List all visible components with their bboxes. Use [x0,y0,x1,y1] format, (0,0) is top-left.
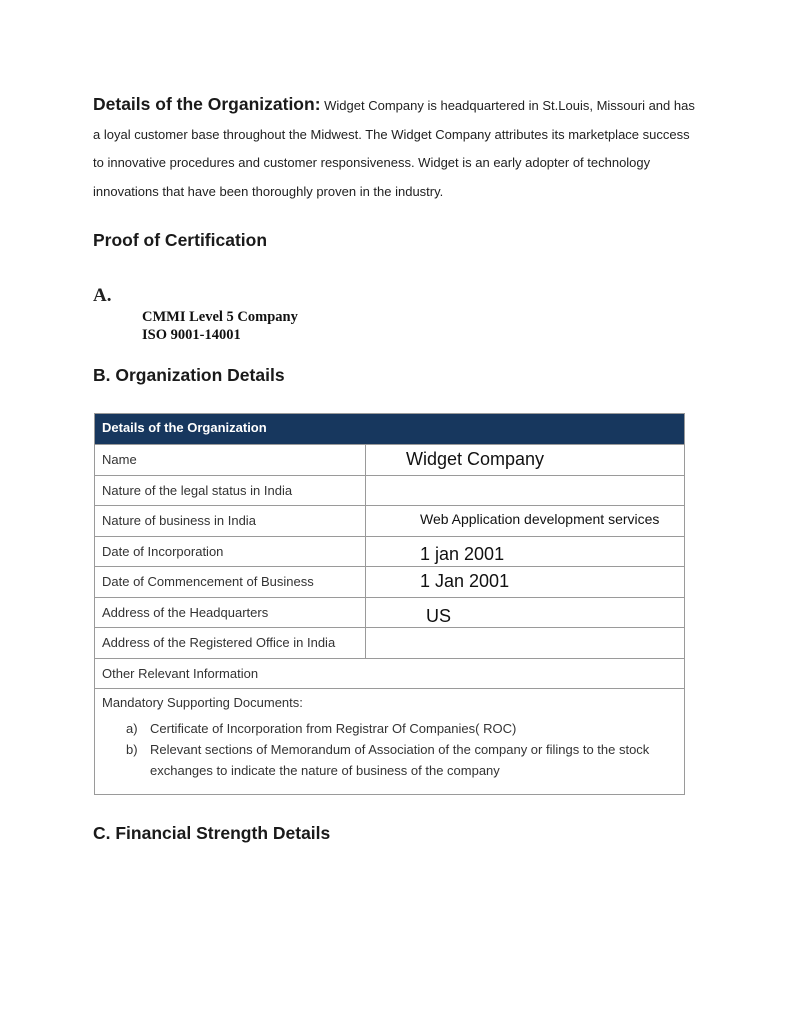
mandatory-documents [95,688,684,794]
commencement-date-value: 1 Jan 2001 [420,571,510,591]
intro-label: Details of the Organization: [93,94,321,114]
list-item-text: Relevant sections of Memorandum of Association of the company or filings to the stock exchanges to indicate the nature of business of the company [150,742,650,778]
table-row [95,475,684,506]
table-row [95,505,684,536]
proof-of-certification-heading: Proof of Certification [93,230,268,250]
organization-intro [93,90,703,206]
row-value-cell [366,598,684,628]
table-row [95,658,684,689]
row-label: Name [95,445,366,475]
certification-item: CMMI Level 5 Company [142,309,298,325]
list-marker: b) [126,742,138,757]
row-value-cell [366,628,684,658]
incorporation-date-value: 1 jan 2001 [420,543,505,564]
table-row [95,444,684,475]
financial-strength-heading: C. Financial Strength Details [93,823,331,843]
table-row [95,536,684,567]
mandatory-documents-title: Mandatory Supporting Documents: [102,695,303,710]
row-label: Nature of the legal status in India [95,476,366,506]
row-label: Date of Commencement of Business [95,567,366,597]
intro-text: Widget Company is headquartered in St.Louis, Missouri and has a loyal customer base throughout the Midwest. The Widget Company attributes its marketplace success to innovative procedures and customer responsiveness. Widget is an early adopter of technology innovations that have been thoroughly proven in the industry. [93,98,695,199]
list-item [102,718,677,739]
organization-details-table [94,413,685,795]
other-info-label: Other Relevant Information [102,665,259,681]
row-label: Nature of business in India [95,506,366,536]
row-label: Address of the Headquarters [95,598,366,628]
table-row [95,566,684,597]
row-label: Address of the Registered Office in India [95,628,366,658]
organization-details-heading: B. Organization Details [93,365,285,385]
list-marker: a) [126,721,138,736]
business-nature-value: Web Application development services [420,511,660,527]
table-row [95,627,684,658]
section-a-letter: A. [93,285,112,306]
row-value-cell [366,476,684,506]
headquarters-address-value: US [426,605,452,626]
list-item [102,739,677,781]
row-value-cell [366,506,684,536]
table-header: Details of the Organization [95,414,684,444]
row-label: Date of Incorporation [95,537,366,567]
certification-list [142,308,298,344]
row-value-cell [366,445,684,475]
row-value-cell [366,567,684,597]
name-value: Widget Company [406,449,545,469]
certification-item: ISO 9001-14001 [142,327,241,343]
table-row [95,597,684,628]
list-item-text: Certificate of Incorporation from Registrar Of Companies( ROC) [150,721,517,736]
row-value-cell [366,537,684,567]
